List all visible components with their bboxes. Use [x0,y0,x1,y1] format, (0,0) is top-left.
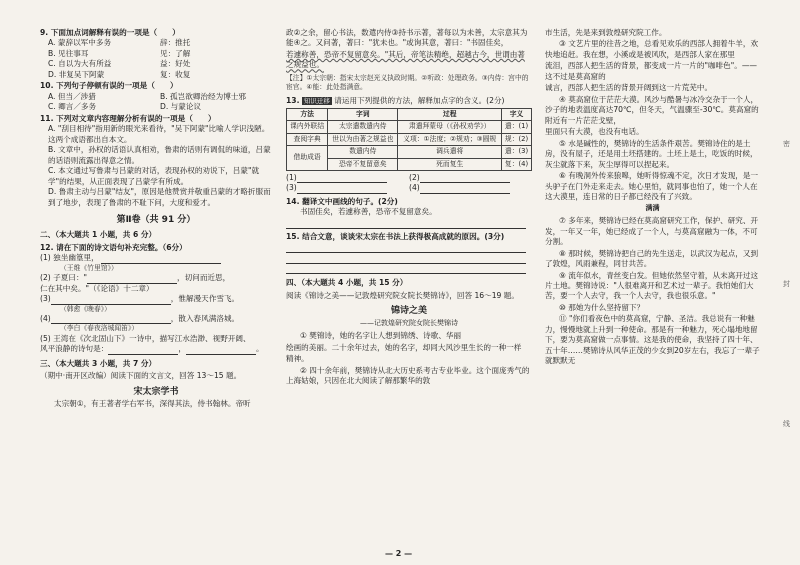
article-para: ① 樊锦诗，她的名字让人想到锦绣、诗歌、华丽 [300,331,462,341]
q12-line: 仁在其中矣。"（《论语》十二章） [40,283,154,293]
seal-line-mark: 封 [783,280,790,288]
table-cell: 数遣内侍 [328,146,398,158]
article-para: 绘画的美丽。二十余年过去，她的名字，却同大风沙里生长的一种一样 [286,342,522,352]
q14-stem: 14. 翻译文中画线的句子。(2分) [286,196,398,206]
q10-opt: D. 与蒙论议 [160,102,202,112]
page-number: — 2 — [385,548,413,558]
q15-answer-line[interactable] [286,243,532,253]
table-cell: 世以为由著之规益也 [328,133,398,145]
q14-sentence: 书固佳矣，若遽称善，恐帝不复留意矣。 [300,207,437,217]
reading-intro-2: 阅读《锦诗之美——记敦煌研究院女院长樊锦诗》，回答 16～19 题。 [286,290,519,300]
table-cell: 借助成语 [287,146,328,171]
answer-blank[interactable]: (2) [409,173,532,183]
article-para: ⑤ 水是碱性的，樊锦诗的生活条件艰苦。樊锦诗住的是土房，没有屋子，还是用土坯搭建的。土坯上是土，吃饭的时候，灰尘就落下来，灰尘厚得可以捏起来。 [545,138,758,169]
article-para: ⑨ 流年似水，青丝变白发。但她依然坚守着，从未离开过这片土地。樊锦诗说："人很难离开和艺术过一辈子。我怕她们大苦，要一个人去守，我一个人去守，我也很乐意。" [545,270,759,301]
q11-opt: D. 鲁肃主动与吕蒙"结友"，原因是他赞赏并敬重吕蒙的才略折服而到了地步，表现了鲁肃的不耻下问，大度和爱才。 [48,187,271,207]
q9-opt: 辞：推托 [160,38,191,48]
question-15 [286,232,532,274]
q9-opt: 复：收复 [160,69,191,79]
table-cell: 肃遣拜蒙母（《孙权劝学》） [398,121,502,133]
q12-line: （李白《春夜洛城闻笛》） [60,324,139,333]
article-para: ⑧ 那时候，樊锦诗把自己的先生送走，以武汉为起点，又到了敦煌，风雨兼程，同甘共苦。 [545,248,759,269]
question-9 [40,28,272,80]
article-subtitle: ——记敦煌研究院女院长樊锦诗 [360,318,458,327]
q9-stem: 9. 下面加点词解释有误的一项是（ ） [40,28,180,37]
table-cell: 遣：(1) [502,121,532,133]
article-para: 市生活，先是来到敦煌研究院工作。 [545,28,667,37]
q15-answer-line[interactable] [286,253,532,263]
q12-stem: 12. 请在下面的诗文语句补充完整。（6分） [40,242,187,252]
table-cell: 复：(4) [502,158,532,170]
part-2-heading: 二、（本大题共 1 小题，共 6 分） [40,230,157,240]
q12-line: （韩愈《晚春》） [60,304,111,313]
q11-opt: A. "刮目相待"指用新的眼光来看待，"吴下阿蒙"比喻人学识浅陋。这两个成语都出自本文。 [48,124,270,144]
q9-options [40,38,272,80]
q13-answers [286,173,532,194]
q12-line: (3) ，惟解漫天作雪飞。 [40,294,240,304]
table-cell: 太宗遣数遣内侍 [328,121,398,133]
q11-stem: 11. 下列对文章内容理解分析有误的一项是（ ） [40,113,216,123]
q9-opt: 益：好处 [160,59,191,69]
q11-opt: C. 本文通过写鲁肃与吕蒙的对话，表现孙权的劝说下，吕蒙"就学"的结果，从正面表现了吕蒙学有所成。 [48,166,260,186]
article-para: 精神。 [286,354,309,364]
question-13 [286,96,532,106]
table-row [287,133,532,145]
article-para: ⑪ "你们看夜色中的莫高窟，宁静、圣洁。我总说有一种魅力，慢慢地就上升到一种使命。那是有一种魅力，死心塌地地留下，要为莫高窟做一点事情。这是我的使命，我坚持了四十年、五十年……樊锦诗从风华正茂的少女到20岁左右，我忘了一辈子就默默无 [545,314,760,366]
table-header-row [287,109,532,121]
question-11 [40,114,272,208]
q9-opt: B. 见往事耳 [48,48,89,58]
article-para: ⑩ 那她为什么坚持留下？ [559,302,645,312]
article-para: ④ 莫高窟位于茫茫大漠。风沙与酷暑与冰冷交杂于一个人，沙子的地表温度高达70℃，但冬天，气温骤至-30℃。莫高窟的附近有一片茫茫戈壁， [545,94,759,125]
column-right [545,28,760,545]
reading-intro: （期中·南开区改编）阅读下面的文言文，回答 13～15 题。 [40,371,242,381]
table-header: 字义 [502,109,532,121]
answer-blank[interactable]: (1) [286,173,409,183]
side-heading: 满满 [645,203,660,212]
q15-stem: 15. 结合文意，谈谈宋太宗在书法上获得极高成就的原因。(3分) [286,232,505,242]
table-cell: 遣：(3) [502,146,532,158]
table-cell: 恐帝不复留意矣 [328,158,398,170]
article-para: 流泪，西部人把生活的背景，都变成一片一片的"咖啡色"。——这不过是莫高窟的 [545,61,758,81]
seal-line-mark: 线 [783,420,790,428]
column-left [40,28,272,545]
answer-blank[interactable]: (4) [409,183,532,193]
q12-line: 风平浪静的诗句是： ， 。 [40,344,264,354]
q13-label: 13. [286,95,300,105]
article-para: ③ 文艺片里的往昔之地，总看见欢乐的西部人拥着牛羊，欢快地追赶。我在想，小溪或是被风吹，是西部人家在那里 [545,39,759,59]
answer-blank[interactable]: (3) [286,183,409,193]
q12-line: (2) 子夏曰：" ，切问而近思， [40,273,231,283]
question-10 [40,81,272,112]
article-title: 锦诗之美 [390,306,427,317]
seal-line-mark: 密 [783,140,790,148]
q10-stem: 10. 下列句子停顿有误的一项是（ ） [40,81,178,91]
q15-answer-line[interactable] [286,264,532,274]
knowledge-badge: 知识迁移 [303,96,330,105]
q13-stem: 请运用下列提供的方法，解释加点字的含义。(2分) [334,95,505,105]
q10-opt: C. 卿言／多务 [48,102,97,112]
table-cell: 义项：①法度；②规劝；③圆规 [398,133,502,145]
q12-line: (1) 独坐幽篁里， [40,253,272,263]
table-header: 过程 [398,109,502,121]
table-cell: 死而复生 [398,158,502,170]
q10-options [40,92,272,113]
q14-answer-line[interactable] [286,219,532,229]
article-para: ⑥ 有晚洞外传来狼嗥，她听得惊魂不定，次日才发现，是一头驴子在门外走来走去。她心里怕，就同事也怕了，她一个人在这大漠里，连日常的日子都已经没有了兴致。 [545,171,759,202]
q12-line: (5) 王湾在《次北固山下》一诗中，描写江水浩渺、视野开阔、 [40,333,251,343]
q10-opt: B. 孤岂欲卿治经为博士邪 [160,91,246,101]
table-cell: 课内外联结 [287,121,328,133]
passage-note: 【注】①太宗朝：指宋太宗赵光义执政时期。②听政：处理政务。③内侍：宫中的宦官。④能：此处指满意。 [286,73,529,92]
section-2-title: 第Ⅱ卷（共 91 分） [116,214,196,225]
part-3-heading: 三、（本大题共 3 小题，共 7 分） [40,358,157,368]
passage-text: 太宗朝①，有王著者学右军书，深得其法，侍书翰林。帝听 [54,399,251,409]
method-table [286,108,532,171]
q9-opt: A. 蒙辞以军中多务 [48,38,112,48]
passage-title: 宋太宗学书 [133,386,179,397]
article-para: ⑦ 多年来，樊锦诗已经在莫高窟研究工作，保护、研究、开发，一年又一年，她已经成了一个人，与莫高窟融为一体，不可分割。 [545,216,759,247]
q9-opt: 见：了解 [160,48,191,58]
article-para: 里面只有大漠，也没有电话。 [545,127,644,137]
q12-line: （王维《竹里馆》） [60,263,118,272]
table-header: 字词 [328,109,398,121]
q9-opt: D. 非复吴下阿蒙 [48,69,105,79]
part-4-heading: 四、（本大题共 4 小题，共 15 分） [286,278,408,288]
table-row [287,146,532,158]
article-para: ② 四十余年前，樊锦诗从北大历史系考古专业毕业。这个面庞秀气的上海姑娘，只因在北大阅读了解那繁华的敦 [286,365,530,386]
article-para: 诚言，西部人把生活的背景开阔到这一片荒芜中。 [545,83,713,93]
q11-opt: B. 文章中，孙权的话语认真相劝，鲁肃的话则有调侃的味道，吕蒙的话语则流露出得意之情。 [48,145,271,165]
passage-continued: 政②之余，留心书法，数遣内侍③持书示著，著每以为未善，太宗意其为能④之。又问著，著曰："犹未也。"或询其意，著曰："书固佳矣， [286,28,528,48]
question-14 [286,197,532,229]
table-cell: 调兵遣将 [398,146,502,158]
table-cell: 规：(2) [502,133,532,145]
q12-line: (4) ，散入春风满洛城。 [40,313,240,323]
q9-opt: C. 自以为大有所益 [48,59,112,69]
q10-opt: A. 但当／涉猎 [48,91,96,101]
column-middle [286,28,532,545]
table-header: 方法 [287,109,328,121]
table-cell: 查阅字典 [287,133,328,145]
question-12 [40,243,272,355]
passage-underlined: 若遽称善，恐帝不复留意矣。"其后，帝笔法精绝，超越古今，世谓由著之规益也。 [286,49,525,70]
table-row [287,121,532,133]
